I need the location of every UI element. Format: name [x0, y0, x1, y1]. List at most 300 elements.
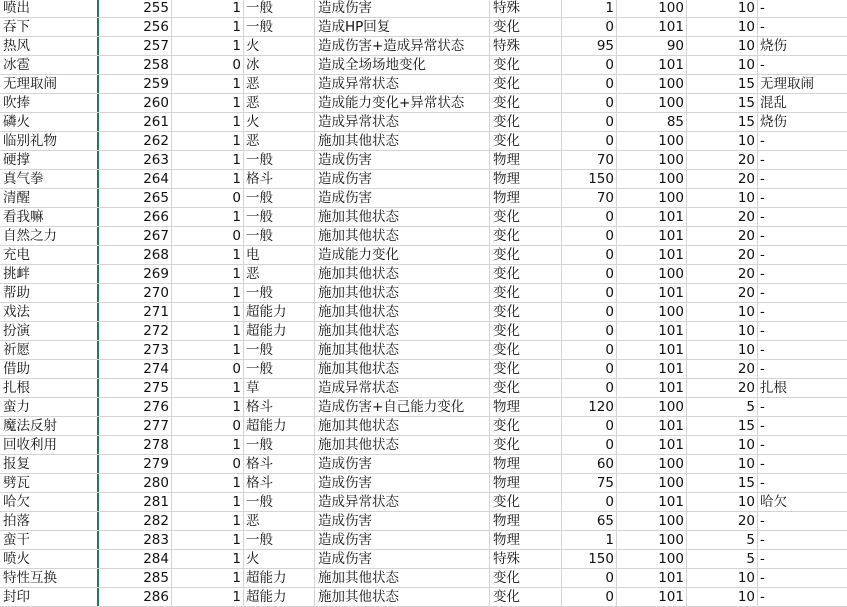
cell-pp[interactable]: 20 — [687, 512, 758, 530]
cell-status-effect[interactable]: - — [760, 399, 765, 415]
cell-power[interactable]: 120 — [562, 398, 617, 416]
cell-category[interactable]: 物理 — [490, 455, 562, 473]
cell-status-effect[interactable]: - — [760, 190, 765, 206]
cell-status-effect[interactable]: 扎根 — [760, 380, 787, 396]
cell-status-effect[interactable]: - — [760, 57, 765, 73]
cell-status-effect[interactable]: - — [760, 266, 765, 282]
cell-move-name[interactable]: 喷出 — [0, 0, 99, 17]
cell-power[interactable]: 0 — [562, 360, 617, 378]
cell-power[interactable]: 1 — [562, 531, 617, 549]
cell-flag[interactable]: 1 — [172, 550, 244, 568]
cell-move-id[interactable]: 261 — [99, 113, 172, 131]
cell-category[interactable]: 变化 — [490, 417, 562, 435]
cell-pp[interactable]: 10 — [687, 189, 758, 207]
cell-status-effect[interactable]: - — [760, 361, 765, 377]
cell-category[interactable]: 变化 — [490, 588, 562, 606]
cell-move-name[interactable]: 磷火 — [0, 113, 99, 131]
cell-type[interactable]: 格斗 — [244, 170, 315, 188]
cell-type[interactable]: 一般 — [244, 227, 315, 245]
cell-status-effect[interactable]: - — [760, 133, 765, 149]
cell-power[interactable]: 75 — [562, 474, 617, 492]
cell-power[interactable]: 0 — [562, 18, 617, 36]
cell-move-id[interactable]: 256 — [99, 18, 172, 36]
cell-move-name[interactable]: 蛮干 — [0, 531, 99, 549]
cell-effect[interactable]: 施加其他状态 — [315, 265, 490, 283]
cell-type[interactable]: 火 — [244, 113, 315, 131]
cell-type[interactable]: 格斗 — [244, 474, 315, 492]
cell-accuracy[interactable]: 100 — [617, 531, 687, 549]
cell-power[interactable]: 0 — [562, 265, 617, 283]
cell-move-id[interactable]: 263 — [99, 151, 172, 169]
cell-power[interactable]: 0 — [562, 284, 617, 302]
cell-accuracy[interactable]: 100 — [617, 94, 687, 112]
cell-flag[interactable]: 1 — [172, 132, 244, 150]
cell-flag[interactable]: 1 — [172, 151, 244, 169]
cell-pp[interactable]: 10 — [687, 493, 758, 511]
cell-flag[interactable]: 0 — [172, 56, 244, 74]
cell-effect[interactable]: 造成伤害 — [315, 170, 490, 188]
cell-effect[interactable]: 造成能力变化+异常状态 — [315, 94, 490, 112]
cell-move-id[interactable]: 264 — [99, 170, 172, 188]
cell-type[interactable]: 一般 — [244, 341, 315, 359]
cell-move-id[interactable]: 278 — [99, 436, 172, 454]
cell-accuracy[interactable]: 100 — [617, 265, 687, 283]
cell-type[interactable]: 一般 — [244, 189, 315, 207]
cell-category[interactable]: 变化 — [490, 569, 562, 587]
cell-accuracy[interactable]: 101 — [617, 208, 687, 226]
cell-category[interactable]: 变化 — [490, 18, 562, 36]
cell-type[interactable]: 一般 — [244, 208, 315, 226]
cell-type[interactable]: 一般 — [244, 284, 315, 302]
cell-accuracy[interactable]: 101 — [617, 246, 687, 264]
cell-pp[interactable]: 20 — [687, 360, 758, 378]
cell-flag[interactable]: 1 — [172, 113, 244, 131]
cell-effect[interactable]: 造成异常状态 — [315, 113, 490, 131]
cell-category[interactable]: 变化 — [490, 360, 562, 378]
cell-accuracy[interactable]: 100 — [617, 455, 687, 473]
cell-move-name[interactable]: 扮演 — [0, 322, 99, 340]
cell-category[interactable]: 变化 — [490, 113, 562, 131]
cell-move-name[interactable]: 戏法 — [0, 303, 99, 321]
cell-status-effect[interactable]: - — [760, 228, 765, 244]
cell-flag[interactable]: 1 — [172, 265, 244, 283]
cell-category[interactable]: 变化 — [490, 56, 562, 74]
cell-move-id[interactable]: 275 — [99, 379, 172, 397]
cell-pp[interactable]: 20 — [687, 265, 758, 283]
cell-flag[interactable]: 1 — [172, 512, 244, 530]
cell-move-id[interactable]: 258 — [99, 56, 172, 74]
cell-type[interactable]: 超能力 — [244, 417, 315, 435]
cell-move-name[interactable]: 祈愿 — [0, 341, 99, 359]
cell-power[interactable]: 0 — [562, 493, 617, 511]
cell-effect[interactable]: 施加其他状态 — [315, 436, 490, 454]
cell-move-name[interactable]: 喷火 — [0, 550, 99, 568]
cell-pp[interactable]: 15 — [687, 474, 758, 492]
cell-category[interactable]: 特殊 — [490, 550, 562, 568]
cell-flag[interactable]: 1 — [172, 322, 244, 340]
cell-move-name[interactable]: 回收利用 — [0, 436, 99, 454]
cell-effect[interactable]: 施加其他状态 — [315, 360, 490, 378]
cell-pp[interactable]: 20 — [687, 284, 758, 302]
cell-move-name[interactable]: 看我嘛 — [0, 208, 99, 226]
cell-type[interactable]: 恶 — [244, 265, 315, 283]
cell-category[interactable]: 变化 — [490, 94, 562, 112]
cell-power[interactable]: 95 — [562, 37, 617, 55]
cell-accuracy[interactable]: 100 — [617, 151, 687, 169]
cell-move-id[interactable]: 284 — [99, 550, 172, 568]
cell-move-id[interactable]: 262 — [99, 132, 172, 150]
cell-accuracy[interactable]: 101 — [617, 436, 687, 454]
cell-effect[interactable]: 造成异常状态 — [315, 493, 490, 511]
cell-flag[interactable]: 1 — [172, 474, 244, 492]
cell-effect[interactable]: 施加其他状态 — [315, 417, 490, 435]
cell-category[interactable]: 变化 — [490, 227, 562, 245]
cell-move-id[interactable]: 283 — [99, 531, 172, 549]
cell-effect[interactable]: 施加其他状态 — [315, 227, 490, 245]
cell-pp[interactable]: 15 — [687, 75, 758, 93]
cell-status-effect[interactable]: - — [760, 589, 765, 605]
cell-type[interactable]: 格斗 — [244, 455, 315, 473]
cell-accuracy[interactable]: 101 — [617, 493, 687, 511]
cell-effect[interactable]: 造成伤害 — [315, 0, 490, 17]
cell-flag[interactable]: 1 — [172, 436, 244, 454]
cell-move-id[interactable]: 280 — [99, 474, 172, 492]
cell-move-id[interactable]: 260 — [99, 94, 172, 112]
cell-pp[interactable]: 15 — [687, 113, 758, 131]
cell-accuracy[interactable]: 101 — [617, 227, 687, 245]
cell-power[interactable]: 65 — [562, 512, 617, 530]
cell-effect[interactable]: 造成伤害 — [315, 531, 490, 549]
cell-type[interactable]: 一般 — [244, 436, 315, 454]
cell-accuracy[interactable]: 100 — [617, 132, 687, 150]
cell-power[interactable]: 0 — [562, 132, 617, 150]
cell-pp[interactable]: 20 — [687, 379, 758, 397]
cell-effect[interactable]: 造成异常状态 — [315, 379, 490, 397]
cell-pp[interactable]: 15 — [687, 94, 758, 112]
cell-move-id[interactable]: 268 — [99, 246, 172, 264]
cell-effect[interactable]: 施加其他状态 — [315, 132, 490, 150]
cell-move-name[interactable]: 吹捧 — [0, 94, 99, 112]
cell-type[interactable]: 恶 — [244, 75, 315, 93]
cell-accuracy[interactable]: 101 — [617, 18, 687, 36]
cell-status-effect[interactable]: - — [760, 19, 765, 35]
cell-power[interactable]: 60 — [562, 455, 617, 473]
cell-pp[interactable]: 5 — [687, 398, 758, 416]
cell-move-name[interactable]: 临别礼物 — [0, 132, 99, 150]
cell-accuracy[interactable]: 100 — [617, 0, 687, 17]
cell-status-effect[interactable]: 烧伤 — [760, 38, 787, 54]
cell-category[interactable]: 变化 — [490, 493, 562, 511]
cell-type[interactable]: 恶 — [244, 512, 315, 530]
cell-effect[interactable]: 造成伤害 — [315, 474, 490, 492]
cell-accuracy[interactable]: 101 — [617, 284, 687, 302]
cell-type[interactable]: 超能力 — [244, 303, 315, 321]
cell-move-id[interactable]: 273 — [99, 341, 172, 359]
cell-effect[interactable]: 施加其他状态 — [315, 588, 490, 606]
cell-flag[interactable]: 1 — [172, 303, 244, 321]
cell-accuracy[interactable]: 100 — [617, 170, 687, 188]
cell-accuracy[interactable]: 101 — [617, 341, 687, 359]
cell-move-id[interactable]: 269 — [99, 265, 172, 283]
cell-accuracy[interactable]: 85 — [617, 113, 687, 131]
cell-flag[interactable]: 1 — [172, 208, 244, 226]
cell-type[interactable]: 一般 — [244, 151, 315, 169]
cell-pp[interactable]: 20 — [687, 246, 758, 264]
cell-flag[interactable]: 0 — [172, 189, 244, 207]
cell-effect[interactable]: 造成伤害+自己能力变化 — [315, 398, 490, 416]
cell-status-effect[interactable]: - — [760, 247, 765, 263]
cell-power[interactable]: 0 — [562, 417, 617, 435]
cell-status-effect[interactable]: - — [760, 171, 765, 187]
cell-move-id[interactable]: 265 — [99, 189, 172, 207]
cell-type[interactable]: 一般 — [244, 531, 315, 549]
cell-flag[interactable]: 1 — [172, 0, 244, 17]
cell-category[interactable]: 特殊 — [490, 0, 562, 17]
cell-accuracy[interactable]: 101 — [617, 56, 687, 74]
cell-pp[interactable]: 20 — [687, 151, 758, 169]
cell-status-effect[interactable]: - — [760, 418, 765, 434]
cell-status-effect[interactable]: 无理取闹 — [760, 76, 814, 92]
cell-move-name[interactable]: 充电 — [0, 246, 99, 264]
cell-pp[interactable]: 10 — [687, 341, 758, 359]
cell-flag[interactable]: 1 — [172, 75, 244, 93]
cell-flag[interactable]: 1 — [172, 94, 244, 112]
cell-pp[interactable]: 20 — [687, 208, 758, 226]
cell-effect[interactable]: 施加其他状态 — [315, 322, 490, 340]
cell-type[interactable]: 冰 — [244, 56, 315, 74]
cell-status-effect[interactable]: 混乱 — [760, 95, 787, 111]
cell-effect[interactable]: 造成伤害 — [315, 189, 490, 207]
cell-accuracy[interactable]: 101 — [617, 417, 687, 435]
cell-status-effect[interactable]: - — [760, 342, 765, 358]
cell-power[interactable]: 0 — [562, 322, 617, 340]
cell-move-name[interactable]: 拍落 — [0, 512, 99, 530]
cell-accuracy[interactable]: 101 — [617, 322, 687, 340]
cell-effect[interactable]: 造成伤害 — [315, 512, 490, 530]
cell-status-effect[interactable]: - — [760, 437, 765, 453]
cell-type[interactable]: 火 — [244, 37, 315, 55]
cell-power[interactable]: 1 — [562, 0, 617, 17]
cell-move-id[interactable]: 259 — [99, 75, 172, 93]
cell-category[interactable]: 物理 — [490, 398, 562, 416]
cell-category[interactable]: 物理 — [490, 512, 562, 530]
cell-status-effect[interactable]: - — [760, 0, 765, 16]
cell-move-id[interactable]: 272 — [99, 322, 172, 340]
cell-type[interactable]: 超能力 — [244, 588, 315, 606]
cell-flag[interactable]: 0 — [172, 417, 244, 435]
cell-effect[interactable]: 造成HP回复 — [315, 18, 490, 36]
cell-move-id[interactable]: 277 — [99, 417, 172, 435]
cell-move-id[interactable]: 286 — [99, 588, 172, 606]
cell-flag[interactable]: 0 — [172, 455, 244, 473]
cell-type[interactable]: 超能力 — [244, 569, 315, 587]
cell-power[interactable]: 0 — [562, 208, 617, 226]
cell-type[interactable]: 一般 — [244, 0, 315, 17]
cell-move-id[interactable]: 281 — [99, 493, 172, 511]
cell-power[interactable]: 0 — [562, 113, 617, 131]
cell-type[interactable]: 一般 — [244, 18, 315, 36]
cell-category[interactable]: 变化 — [490, 284, 562, 302]
cell-effect[interactable]: 施加其他状态 — [315, 569, 490, 587]
cell-move-name[interactable]: 清醒 — [0, 189, 99, 207]
cell-status-effect[interactable]: - — [760, 323, 765, 339]
cell-status-effect[interactable]: 哈欠 — [760, 494, 787, 510]
cell-flag[interactable]: 1 — [172, 341, 244, 359]
cell-move-name[interactable]: 真气拳 — [0, 170, 99, 188]
cell-move-name[interactable]: 吞下 — [0, 18, 99, 36]
cell-pp[interactable]: 10 — [687, 322, 758, 340]
cell-move-name[interactable]: 哈欠 — [0, 493, 99, 511]
cell-category[interactable]: 变化 — [490, 132, 562, 150]
cell-move-id[interactable]: 285 — [99, 569, 172, 587]
cell-move-id[interactable]: 266 — [99, 208, 172, 226]
cell-status-effect[interactable]: - — [760, 570, 765, 586]
cell-category[interactable]: 变化 — [490, 322, 562, 340]
cell-status-effect[interactable]: - — [760, 209, 765, 225]
cell-move-name[interactable]: 蛮力 — [0, 398, 99, 416]
cell-accuracy[interactable]: 101 — [617, 569, 687, 587]
cell-effect[interactable]: 施加其他状态 — [315, 208, 490, 226]
cell-pp[interactable]: 10 — [687, 588, 758, 606]
cell-category[interactable]: 物理 — [490, 189, 562, 207]
cell-accuracy[interactable]: 100 — [617, 303, 687, 321]
cell-flag[interactable]: 1 — [172, 284, 244, 302]
cell-move-id[interactable]: 270 — [99, 284, 172, 302]
cell-status-effect[interactable]: - — [760, 532, 765, 548]
cell-move-id[interactable]: 276 — [99, 398, 172, 416]
cell-accuracy[interactable]: 100 — [617, 189, 687, 207]
cell-status-effect[interactable]: - — [760, 475, 765, 491]
cell-pp[interactable]: 10 — [687, 132, 758, 150]
cell-category[interactable]: 物理 — [490, 531, 562, 549]
cell-power[interactable]: 0 — [562, 75, 617, 93]
cell-accuracy[interactable]: 101 — [617, 360, 687, 378]
cell-accuracy[interactable]: 100 — [617, 550, 687, 568]
cell-move-name[interactable]: 特性互换 — [0, 569, 99, 587]
cell-move-name[interactable]: 劈瓦 — [0, 474, 99, 492]
cell-power[interactable]: 0 — [562, 94, 617, 112]
cell-effect[interactable]: 施加其他状态 — [315, 303, 490, 321]
cell-move-name[interactable]: 封印 — [0, 588, 99, 606]
cell-effect[interactable]: 造成伤害+造成异常状态 — [315, 37, 490, 55]
cell-accuracy[interactable]: 101 — [617, 588, 687, 606]
cell-pp[interactable]: 10 — [687, 436, 758, 454]
cell-flag[interactable]: 1 — [172, 246, 244, 264]
cell-type[interactable]: 恶 — [244, 132, 315, 150]
cell-flag[interactable]: 1 — [172, 398, 244, 416]
cell-type[interactable]: 草 — [244, 379, 315, 397]
cell-category[interactable]: 变化 — [490, 208, 562, 226]
cell-status-effect[interactable]: 烧伤 — [760, 114, 787, 130]
cell-effect[interactable]: 造成异常状态 — [315, 75, 490, 93]
cell-status-effect[interactable]: - — [760, 304, 765, 320]
cell-power[interactable]: 0 — [562, 341, 617, 359]
cell-type[interactable]: 电 — [244, 246, 315, 264]
cell-effect[interactable]: 造成伤害 — [315, 455, 490, 473]
cell-flag[interactable]: 1 — [172, 531, 244, 549]
cell-accuracy[interactable]: 100 — [617, 398, 687, 416]
cell-move-id[interactable]: 271 — [99, 303, 172, 321]
cell-status-effect[interactable]: - — [760, 551, 765, 567]
cell-pp[interactable]: 10 — [687, 455, 758, 473]
cell-power[interactable]: 70 — [562, 151, 617, 169]
cell-flag[interactable]: 1 — [172, 379, 244, 397]
cell-category[interactable]: 物理 — [490, 170, 562, 188]
cell-accuracy[interactable]: 100 — [617, 474, 687, 492]
cell-category[interactable]: 变化 — [490, 246, 562, 264]
cell-move-name[interactable]: 无理取闹 — [0, 75, 99, 93]
cell-status-effect[interactable]: - — [760, 513, 765, 529]
cell-pp[interactable]: 20 — [687, 170, 758, 188]
cell-accuracy[interactable]: 100 — [617, 75, 687, 93]
cell-type[interactable]: 一般 — [244, 493, 315, 511]
cell-flag[interactable]: 1 — [172, 588, 244, 606]
cell-flag[interactable]: 1 — [172, 37, 244, 55]
cell-pp[interactable]: 10 — [687, 37, 758, 55]
cell-effect[interactable]: 施加其他状态 — [315, 284, 490, 302]
cell-power[interactable]: 150 — [562, 170, 617, 188]
cell-flag[interactable]: 1 — [172, 18, 244, 36]
cell-accuracy[interactable]: 100 — [617, 512, 687, 530]
cell-type[interactable]: 火 — [244, 550, 315, 568]
cell-pp[interactable]: 10 — [687, 0, 758, 17]
cell-move-name[interactable]: 自然之力 — [0, 227, 99, 245]
cell-flag[interactable]: 1 — [172, 493, 244, 511]
cell-pp[interactable]: 10 — [687, 569, 758, 587]
cell-effect[interactable]: 施加其他状态 — [315, 341, 490, 359]
cell-pp[interactable]: 20 — [687, 227, 758, 245]
cell-move-name[interactable]: 挑衅 — [0, 265, 99, 283]
cell-power[interactable]: 70 — [562, 189, 617, 207]
cell-pp[interactable]: 10 — [687, 303, 758, 321]
cell-category[interactable]: 变化 — [490, 341, 562, 359]
cell-move-name[interactable]: 借助 — [0, 360, 99, 378]
cell-move-name[interactable]: 扎根 — [0, 379, 99, 397]
cell-flag[interactable]: 0 — [172, 360, 244, 378]
cell-flag[interactable]: 0 — [172, 227, 244, 245]
cell-power[interactable]: 0 — [562, 303, 617, 321]
cell-power[interactable]: 0 — [562, 588, 617, 606]
cell-accuracy[interactable]: 101 — [617, 379, 687, 397]
cell-effect[interactable]: 造成伤害 — [315, 550, 490, 568]
cell-move-name[interactable]: 报复 — [0, 455, 99, 473]
cell-status-effect[interactable]: - — [760, 456, 765, 472]
cell-move-id[interactable]: 274 — [99, 360, 172, 378]
cell-move-name[interactable]: 硬撑 — [0, 151, 99, 169]
cell-pp[interactable]: 5 — [687, 531, 758, 549]
cell-category[interactable]: 变化 — [490, 303, 562, 321]
cell-power[interactable]: 0 — [562, 227, 617, 245]
cell-power[interactable]: 0 — [562, 246, 617, 264]
cell-power[interactable]: 0 — [562, 379, 617, 397]
cell-power[interactable]: 0 — [562, 56, 617, 74]
cell-status-effect[interactable]: - — [760, 285, 765, 301]
cell-move-name[interactable]: 帮助 — [0, 284, 99, 302]
cell-pp[interactable]: 15 — [687, 417, 758, 435]
cell-pp[interactable]: 10 — [687, 18, 758, 36]
cell-flag[interactable]: 1 — [172, 170, 244, 188]
cell-move-id[interactable]: 282 — [99, 512, 172, 530]
cell-effect[interactable]: 造成能力变化 — [315, 246, 490, 264]
cell-power[interactable]: 0 — [562, 436, 617, 454]
cell-move-id[interactable]: 255 — [99, 0, 172, 17]
cell-move-name[interactable]: 冰雹 — [0, 56, 99, 74]
cell-category[interactable]: 特殊 — [490, 37, 562, 55]
cell-move-id[interactable]: 279 — [99, 455, 172, 473]
cell-type[interactable]: 恶 — [244, 94, 315, 112]
cell-flag[interactable]: 1 — [172, 569, 244, 587]
cell-power[interactable]: 150 — [562, 550, 617, 568]
